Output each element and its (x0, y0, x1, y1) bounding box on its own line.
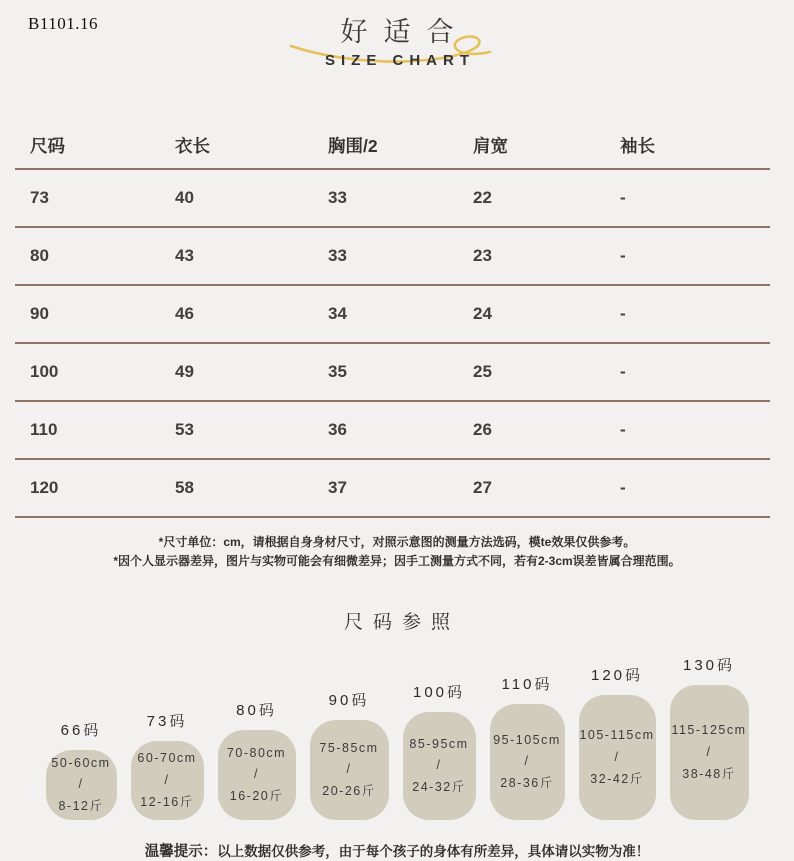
table-row (15, 286, 770, 344)
size-capsule (310, 720, 389, 820)
weight-range: 8-12斤 (58, 799, 104, 814)
header-cell: 胸围/2 (328, 135, 378, 156)
table-cell: 80 (30, 246, 49, 265)
header-cell: 肩宽 (473, 135, 508, 156)
table-cell: 73 (30, 188, 49, 207)
table-cell: 24 (473, 304, 492, 323)
separator: / (706, 744, 712, 759)
weight-range: 12-16斤 (140, 794, 194, 809)
height-range: 105-115cm (579, 728, 655, 743)
size-reference-item (46, 719, 117, 820)
separator: / (164, 772, 170, 787)
height-range: 115-125cm (671, 723, 747, 738)
height-range: 85-95cm (409, 736, 469, 751)
table-row (15, 170, 770, 228)
header (0, 0, 794, 96)
weight-range: 32-42斤 (590, 771, 644, 786)
warm-tip (0, 840, 794, 861)
table-cell: - (620, 362, 626, 381)
size-capsule (131, 741, 204, 820)
size-reference-item (579, 664, 656, 820)
brand-name: 好适合 (340, 17, 470, 47)
table-cell: 27 (473, 478, 492, 497)
table-row (15, 460, 770, 518)
header-cell: 衣长 (175, 135, 210, 156)
height-range: 50-60cm (51, 755, 111, 770)
separator: / (78, 777, 84, 792)
table-cell: 40 (175, 188, 194, 207)
table-cell: 26 (473, 420, 492, 439)
size-reference-chart (0, 654, 794, 820)
table-cell: 34 (328, 304, 347, 323)
warm-tip-label: 温馨提示： (144, 844, 218, 861)
weight-range: 16-20斤 (229, 789, 284, 804)
table-cell: 110 (30, 420, 58, 439)
size-label: 120码 (590, 667, 644, 685)
weight-range: 38-48斤 (682, 766, 736, 781)
table-row (15, 344, 770, 402)
size-label: 90码 (328, 692, 370, 710)
note-line: *尺寸单位：cm，请根据自身身材尺寸，对照示意图的测量方法选码，模te效果仅供参考。 (158, 535, 636, 549)
size-reference-item (670, 654, 749, 820)
table-cell: - (620, 304, 626, 323)
height-range: 75-85cm (319, 740, 379, 755)
size-label: 100码 (412, 684, 466, 702)
height-range: 95-105cm (493, 732, 561, 747)
size-label: 130码 (682, 657, 736, 675)
separator: / (436, 758, 442, 773)
height-range: 60-70cm (137, 751, 197, 766)
separator: / (346, 762, 352, 777)
table-cell: 35 (328, 362, 347, 381)
table-cell: 58 (175, 478, 194, 497)
size-label: 73码 (146, 713, 188, 731)
table-row (15, 402, 770, 460)
size-reference-item (218, 699, 296, 820)
size-capsule (670, 685, 749, 820)
table-cell: 37 (328, 478, 347, 497)
table-cell: 43 (175, 246, 194, 265)
table-row (15, 228, 770, 286)
separator: / (524, 754, 530, 769)
size-capsule (403, 712, 476, 820)
brand-logo (267, 10, 527, 69)
table-cell: 36 (328, 420, 347, 439)
table-cell: - (620, 188, 626, 207)
size-label: 80码 (236, 702, 277, 720)
size-label: 110码 (501, 676, 553, 694)
warm-tip-text: 以上数据仅供参考，由于每个孩子的身体有所差异，具体请以实物为准！ (217, 844, 650, 860)
separator: / (614, 749, 620, 764)
size-reference-title: 尺码参照 (343, 612, 460, 634)
table-cell: - (620, 478, 626, 497)
table-cell: - (620, 246, 626, 265)
table-cell: 33 (328, 188, 347, 207)
separator: / (254, 767, 259, 782)
logo-subtitle: SIZE CHART (325, 52, 475, 69)
table-cell: - (620, 420, 626, 439)
size-table (15, 122, 770, 518)
weight-range: 24-32斤 (412, 780, 466, 795)
size-reference-item (131, 710, 204, 820)
size-notes (0, 533, 794, 571)
note-line: *因个人显示器差异，图片与实物可能会有细微差异；因手工测量方式不同，若有2-3cm误差皆属合理范围。 (113, 554, 681, 569)
size-capsule (490, 704, 565, 820)
table-cell: 25 (473, 362, 492, 381)
table-cell: 46 (175, 304, 194, 323)
height-range: 70-80cm (226, 745, 287, 760)
table-cell: 100 (30, 362, 59, 381)
weight-range: 28-36斤 (500, 776, 554, 791)
header-cell: 袖长 (620, 135, 655, 156)
table-cell: 23 (473, 246, 492, 265)
size-reference-item (490, 673, 565, 820)
size-reference-item (310, 689, 389, 820)
weight-range: 20-26斤 (322, 784, 376, 799)
table-cell: 22 (473, 188, 492, 207)
size-capsule (218, 730, 296, 820)
table-cell: 120 (30, 478, 59, 497)
table-cell: 49 (175, 362, 194, 381)
table-cell: 90 (30, 304, 49, 323)
header-cell: 尺码 (30, 135, 65, 156)
size-reference-item (403, 681, 476, 820)
table-header-row (15, 122, 770, 170)
size-label: 66码 (60, 722, 102, 740)
size-capsule (579, 695, 656, 820)
product-code: B1101.16 (28, 14, 98, 33)
size-capsule (46, 750, 117, 820)
table-cell: 53 (175, 420, 194, 439)
table-cell: 33 (328, 246, 347, 265)
